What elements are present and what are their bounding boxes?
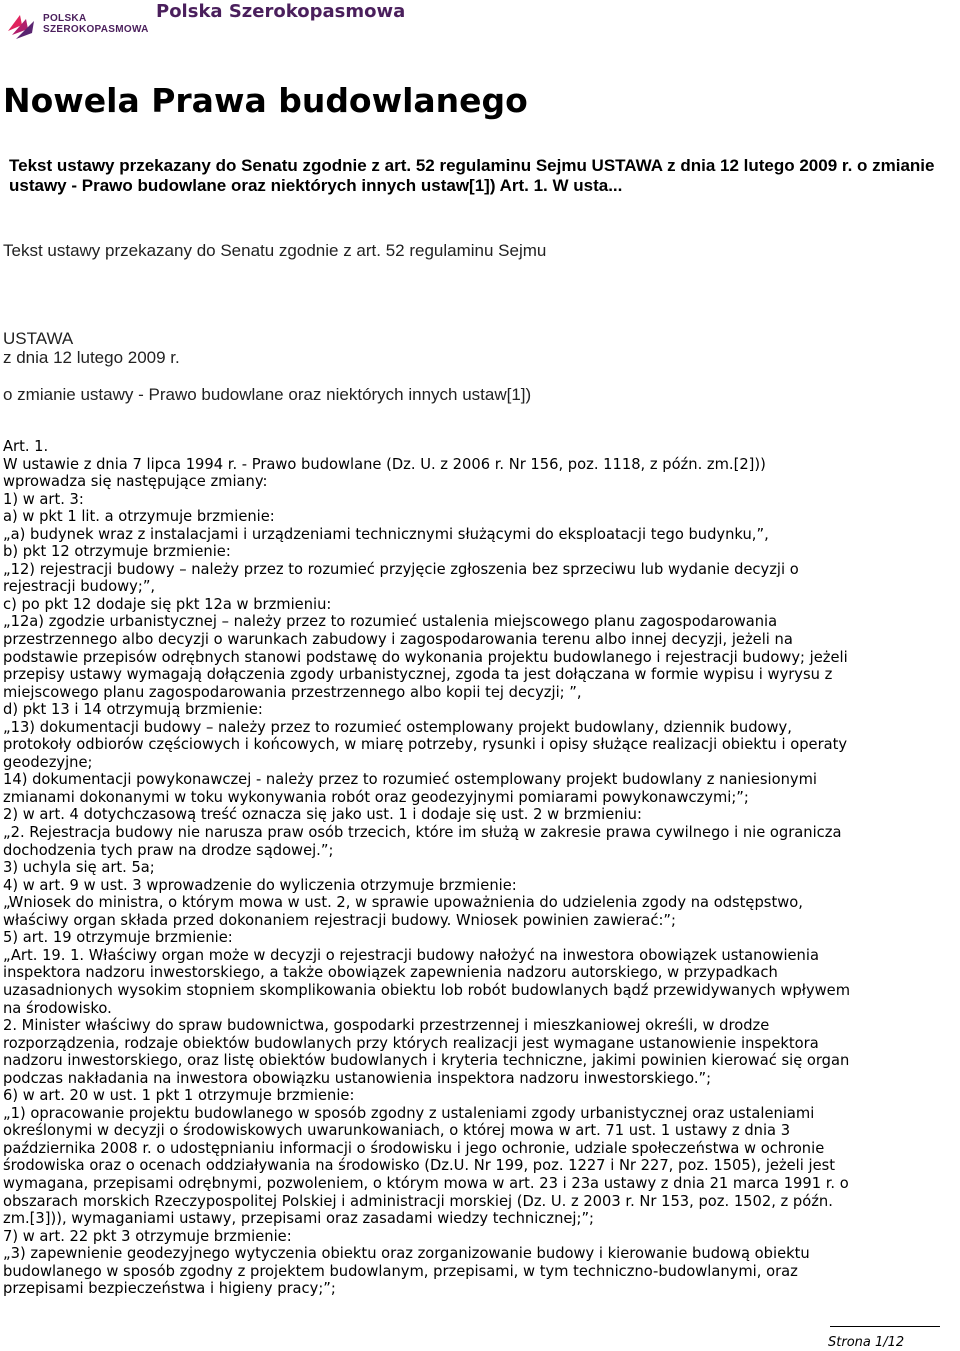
body-line: uzasadnionych wysokim stopniem skomplikowania obiektu lob robót budowlanych bądź przewidywanych wpływem xyxy=(3,981,851,999)
body-line: c) po pkt 12 dodaje się pkt 12a w brzmieniu: xyxy=(3,595,332,613)
body-line: wymagana, przepisami odrębnymi, pozwoleniem, o którym mowa w art. 23 i 23a ustawy z dnia 21 marca 1991 r. o xyxy=(3,1174,849,1192)
body-line: W ustawie z dnia 7 lipca 1994 r. - Prawo budowlane (Dz. U. z 2006 r. Nr 156, poz. 1118, z późn. zm.[2])) xyxy=(3,455,766,473)
body-line: 7) w art. 22 pkt 3 otrzymuje brzmienie: xyxy=(3,1227,292,1245)
logo-text: POLSKA SZEROKOPASMOWA xyxy=(43,13,149,35)
logo-mark-icon xyxy=(6,11,38,41)
logo[interactable] xyxy=(6,8,149,42)
body-line: października 2008 r. o udostępnianiu informacji o środowisku i jego ochronie, udziale społeczeństwa w ochronie xyxy=(3,1139,825,1157)
body-line: 5) art. 19 otrzymuje brzmienie: xyxy=(3,929,233,947)
document-summary: Tekst ustawy przekazany do Senatu zgodnie z art. 52 regulaminu Sejmu USTAWA z dnia 12 lutego 2009 r. o zmianie ustawy - Prawo budowlane oraz niektórych innych ustaw[1]) Art. 1. W usta... xyxy=(9,156,935,195)
body-line: b) pkt 12 otrzymuje brzmienie: xyxy=(3,543,231,561)
body-line: zm.[3])), wymaganiami ustawy, przepisami oraz zasadami wiedzy technicznej;”; xyxy=(3,1210,595,1228)
page-title: Nowela Prawa budowlanego xyxy=(3,81,528,120)
body-line: 2) w art. 4 dotychczasową treść oznacza się jako ust. 1 i dodaje się ust. 2 w brzmieniu: xyxy=(3,806,642,824)
body-line: 4) w art. 9 w ust. 3 wprowadzenie do wyliczenia otrzymuje brzmienie: xyxy=(3,876,517,894)
body-line: 2. Minister właściwy do spraw budownictwa, gospodarki przestrzennej i mieszkaniowej określi, w drodze xyxy=(3,1017,770,1035)
body-line: nadzoru inwestorskiego, oraz listę obiektów budowlanych i kryteria techniczne, jakimi powinien kierować się organ xyxy=(3,1052,850,1070)
body-line: obszarach morskich Rzeczypospolitej Polskiej i administracji morskiej (Dz. U. z 2003 r. Nr 153, poz. 1502, z późn. xyxy=(3,1192,833,1210)
body-line: 14) dokumentacji powykonawczej - należy przez to rozumieć ostemplowany projekt budowlany z naniesionymi xyxy=(3,771,818,789)
intro-line: USTAWA xyxy=(3,329,74,348)
footer-divider xyxy=(830,1326,940,1327)
body-line: przestrzennego albo decyzji o warunkach zabudowy i zagospodarowania terenu albo innej decyzji, jeżeli na xyxy=(3,631,793,649)
body-line: „12) rejestracji budowy – należy przez to rozumieć przyjęcie zgłoszenia bez sprzeciwu lub wydanie decyzji o xyxy=(3,560,799,578)
intro-line: Tekst ustawy przekazany do Senatu zgodnie z art. 52 regulaminu Sejmu xyxy=(3,241,547,260)
intro-line: o zmianie ustawy - Prawo budowlane oraz niektórych innych ustaw[1]) xyxy=(3,385,532,404)
body-line: Art. 1. xyxy=(3,438,49,455)
body-line: d) pkt 13 i 14 otrzymują brzmienie: xyxy=(3,701,263,719)
body-line: miejscowego planu zagospodarowania przestrzennego albo kopii tej decyzji; ”, xyxy=(3,683,582,701)
body-line: środowiska oraz o ocenach oddziaływania na środowisko (Dz.U. Nr 199, poz. 1227 i Nr 227, poz. 1505), jeżeli jest xyxy=(3,1157,836,1175)
body-line: „Wniosek do ministra, o którym mowa w ust. 2, w sprawie upoważnienia do udzielenia zgody na odstępstwo, xyxy=(3,894,803,912)
body-line: geodezyjne; xyxy=(3,753,93,771)
body-line: budowlanego w sposób zgodny z projektem budowlanym, przepisami, w tym techniczno-budowlanymi, oraz xyxy=(3,1262,798,1280)
body-line: protokoły odbiorów częściowych i końcowych, w miarę potrzeby, rysunki i opisy służące realizacji obiektu i operaty xyxy=(3,736,848,754)
body-line: podczas nakładania na inwestora obowiązku ustanowienia inspektora nadzoru inwestorskiego.”; xyxy=(3,1069,712,1087)
page-number: Strona 1/12 xyxy=(828,1335,905,1350)
body-line: „3) zapewnienie geodezyjnego wytyczenia obiektu oraz zorganizowanie budowy i kierowanie budową obiektu xyxy=(3,1245,810,1263)
body-line: „2. Rejestracja budowy nie narusza praw osób trzecich, które im służą w zakresie prawa cywilnego i nie ogranicza xyxy=(3,824,842,842)
body-line: „1) opracowanie projektu budowlanego w sposób zgodny z ustaleniami zgody urbanistycznej oraz ustaleniami xyxy=(3,1104,815,1122)
body-line: podstawie przepisów odrębnych stanowi podstawę do wykonania projektu budowlanego i rejestracji budowy; jeżeli xyxy=(3,648,848,666)
body-line: 3) uchyla się art. 5a; xyxy=(3,859,155,877)
header xyxy=(0,0,960,48)
body-line: wprowadza się następujące zmiany: xyxy=(3,473,268,491)
body-line: określonymi w decyzji o środowiskowych uwarunkowaniach, o której mowa w art. 71 ust. 1 ustawy z dnia 3 xyxy=(3,1122,791,1140)
body-line: właściwy organ składa przed dokonaniem rejestracji budowy. Wniosek powinien zawierać:”; xyxy=(3,911,676,929)
body-line: „12a) zgodzie urbanistycznej – należy przez to rozumieć ustalenia miejscowego planu zagospodarowania xyxy=(3,613,778,631)
intro-line: z dnia 12 lutego 2009 r. xyxy=(3,348,180,367)
body-line: dochodzenia tych praw na drodze sądowej.”; xyxy=(3,841,334,859)
body-line: „13) dokumentacji budowy – należy przez to rozumieć ostemplowany projekt budowlany, dziennik budowy, xyxy=(3,718,792,736)
body-line: 6) w art. 20 w ust. 1 pkt 1 otrzymuje brzmienie: xyxy=(3,1087,355,1105)
body-line: przepisami bezpieczeństwa i higieny pracy;”; xyxy=(3,1280,336,1298)
body-line: rejestracji budowy;”, xyxy=(3,578,156,596)
body-line: zmianami dokonanymi w toku wykonywania robót oraz geodezyjnymi pomiarami powykonawczymi;”; xyxy=(3,788,749,806)
body-line: „Art. 19. 1. Właściwy organ może w decyzji o rejestracji budowy nałożyć na inwestora obowiązek ustanowienia xyxy=(3,946,819,964)
site-title[interactable]: Polska Szerokopasmowa xyxy=(156,1,406,22)
body-line: przepisy ustawy wymagają dołączenia zgody urbanistycznej, zgoda ta jest dołączana w formie wypisu i wyrysu z xyxy=(3,666,833,684)
body-line: na środowisko. xyxy=(3,999,112,1017)
body-line: rozporządzenia, rodzaje obiektów budowlanych przy których realizacji jest wymagane ustanowienie inspektora xyxy=(3,1034,819,1052)
body-line: a) w pkt 1 lit. a otrzymuje brzmienie: xyxy=(3,508,275,526)
document-body xyxy=(3,438,958,1298)
body-line: 1) w art. 3: xyxy=(3,490,84,508)
body-line: inspektora nadzoru inwestorskiego, a także obowiązek zapewnienia nadzoru autorskiego, w przypadkach xyxy=(3,964,778,982)
body-line: „a) budynek wraz z instalacjami i urządzeniami technicznymi służącymi do eksploatacji tego budynku,”, xyxy=(3,525,769,543)
